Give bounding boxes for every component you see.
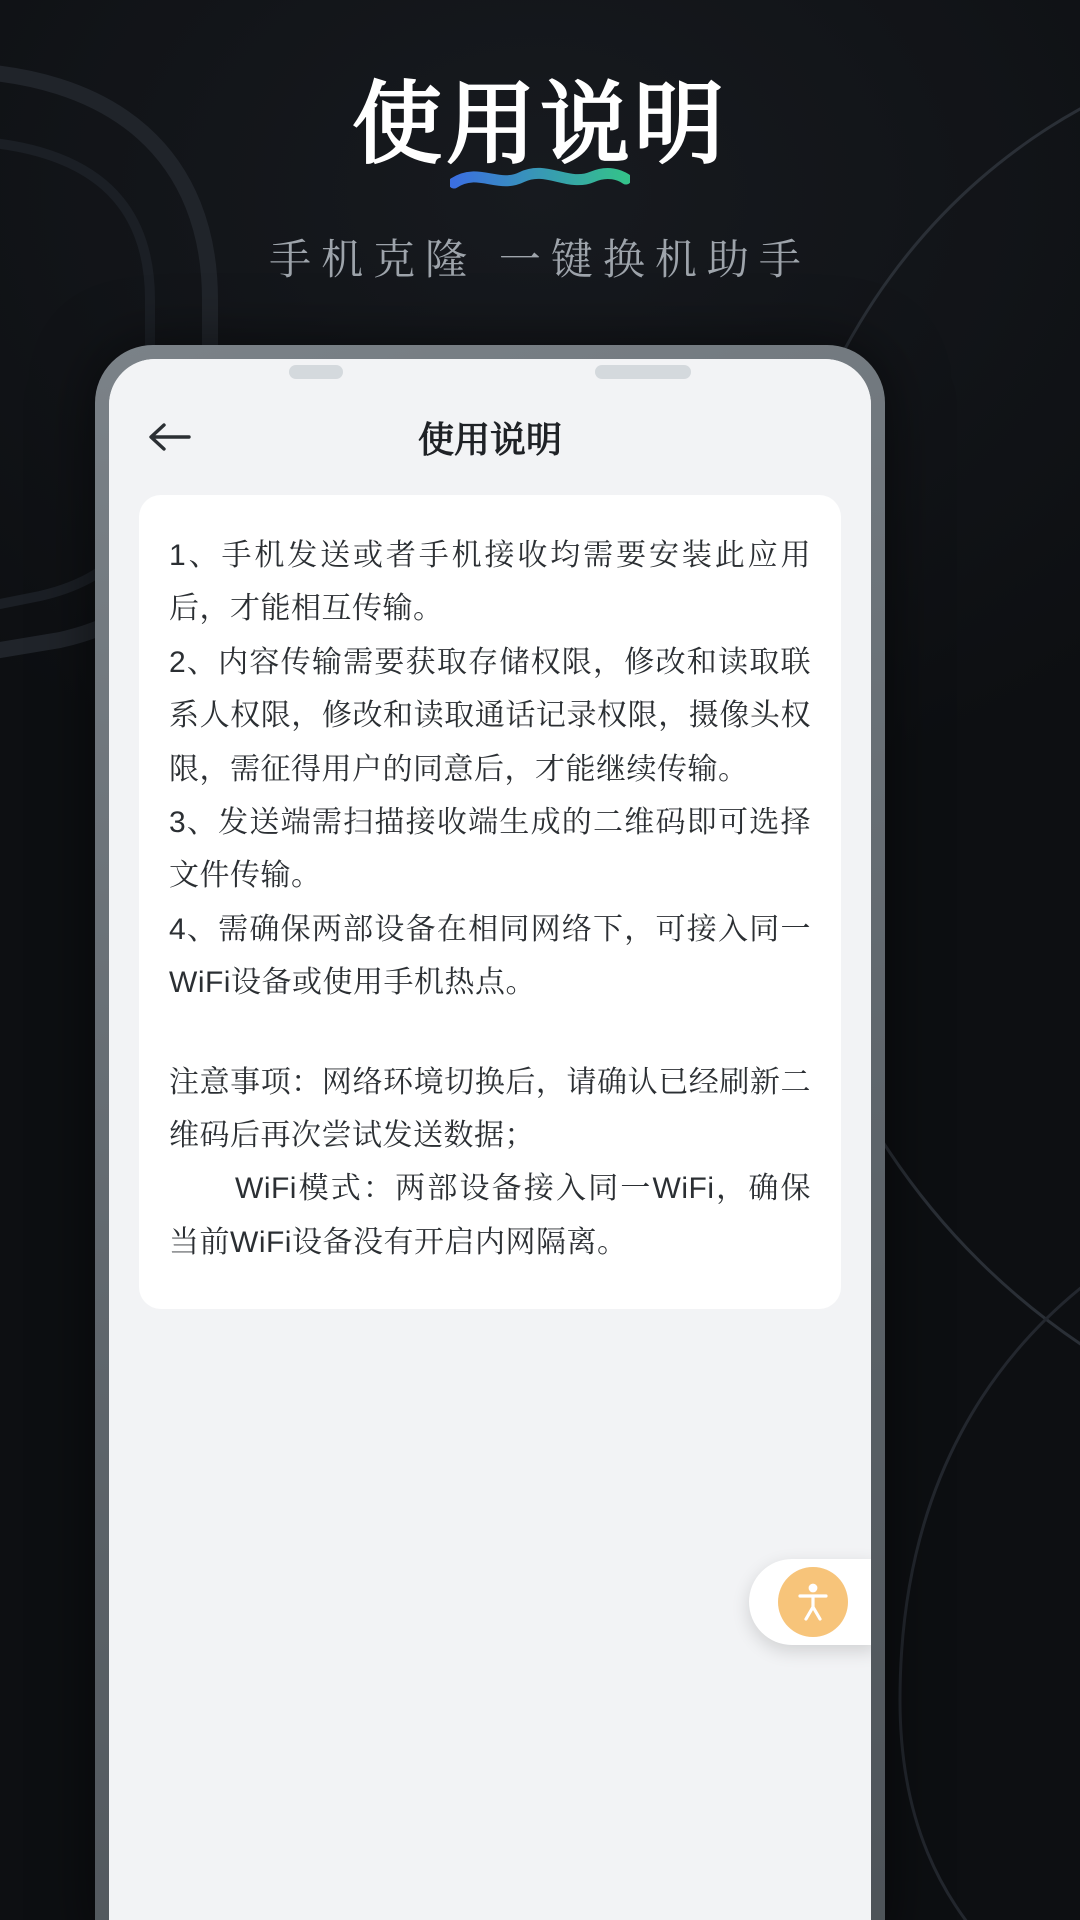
instruction-paragraph-3: 3、发送端需扫描接收端生成的二维码即可选择文件传输。 — [169, 805, 811, 893]
status-bar-left-placeholder — [289, 365, 343, 379]
instruction-paragraph-2: 2、内容传输需要获取存储权限，修改和读取联系人权限，修改和读取通话记录权限，摄像头权限，需征得用户的同意后，才能继续传输。 — [169, 645, 811, 786]
title-underline-decoration — [450, 165, 630, 191]
instruction-paragraph-1: 1、手机发送或者手机接收均需要安装此应用后，才能相互传输。 — [169, 539, 811, 626]
instruction-note-2: WiFi模式：两部设备接入同一WiFi，确保当前WiFi设备没有开启内网隔离。 — [169, 1172, 811, 1259]
page-subtitle: 手机克隆 一键换机助手 — [269, 235, 811, 283]
hero-section — [0, 0, 1080, 287]
instruction-paragraph-4: 4、需确保两部设备在相同网络下，可接入同一WiFi设备或使用手机热点。 — [169, 912, 811, 1000]
status-bar-right-placeholder — [595, 365, 691, 379]
app-bar — [109, 391, 871, 483]
page-title-text: 使用说明 — [352, 75, 728, 175]
instructions-card — [139, 495, 841, 1309]
app-bar-title: 使用说明 — [417, 418, 562, 460]
page-title — [352, 75, 728, 175]
status-bar — [109, 359, 871, 391]
accessibility-floating-button[interactable] — [749, 1559, 871, 1645]
back-button[interactable] — [143, 411, 195, 463]
instruction-note-1: 注意事项：网络环境切换后，请确认已经刷新二维码后再次尝试发送数据； — [169, 1065, 811, 1152]
phone-screen — [109, 359, 871, 1920]
phone-mockup — [95, 345, 885, 1920]
accessibility-icon — [795, 1582, 831, 1622]
arrow-left-icon — [147, 420, 191, 454]
accessibility-button-circle — [778, 1567, 848, 1637]
